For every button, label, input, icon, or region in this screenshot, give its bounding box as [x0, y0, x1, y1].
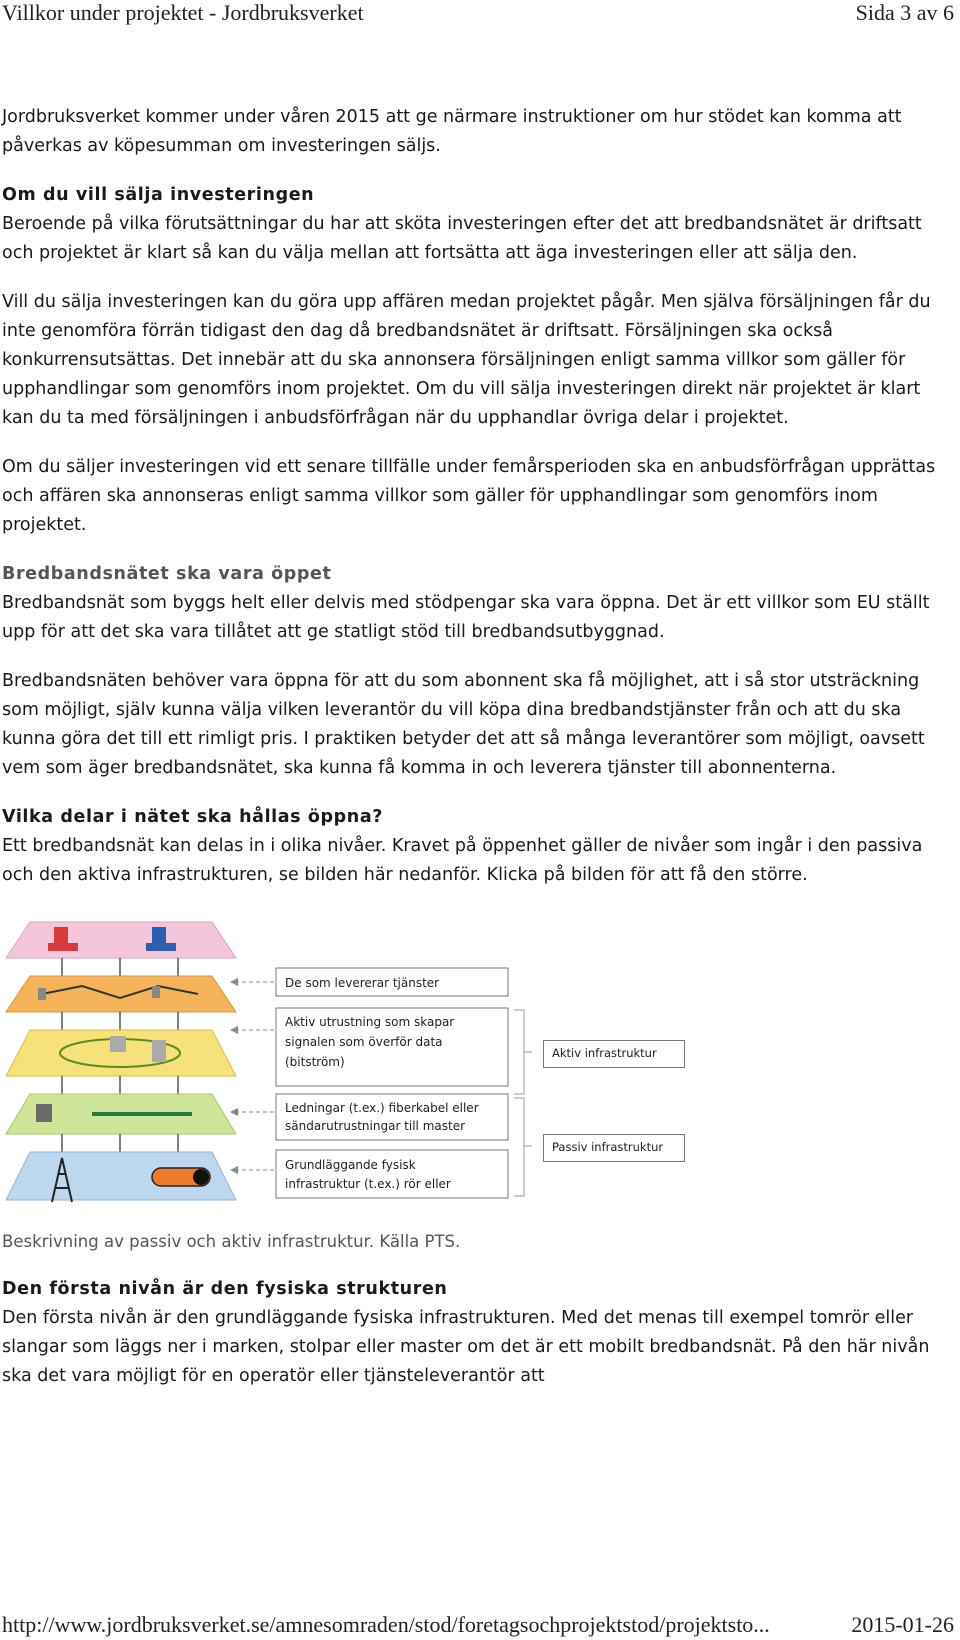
active-infrastructure-label: Aktiv infrastruktur: [552, 1046, 657, 1060]
label-physical-line1: Grundläggande fysisk: [285, 1158, 416, 1172]
label-active-line1: Aktiv utrustning som skapar: [285, 1015, 455, 1029]
server-icon: [152, 1040, 166, 1062]
label-services: De som levererar tjänster: [285, 976, 440, 990]
paragraph: Vill du sälja investeringen kan du göra upp affären medan projektet pågår. Men själva försäljningen får du inte genomföra förrän tidigast den dag då bredbandsnätet är driftsatt. Försäljningen ska också konkurrensutsättas. Det innebär att du ska annonsera försäljningen enligt samma villkor som gäller för upphandlingar som genomförs inom projektet. Om du vill sälja investeringen direkt när projektet är klart kan du ta med försäljningen i anbudsförfrågan när du upphandlar övriga delar i projektet.: [2, 292, 931, 428]
paragraph: Den första nivån är den grundläggande fysiska infrastrukturen. Med det menas till exempel tomrör eller slangar som läggs ner i marken, stolpar eller master om det är ett mobilt bredbandsnät. På den här nivån ska det vara möjligt för en operatör eller tjänsteleverantör att: [2, 1308, 930, 1386]
label-physical-line2: infrastruktur (t.ex.) rör eller: [285, 1177, 451, 1191]
page-url: http://www.jordbruksverket.se/amnesomraden/stod/foretagsochprojektstod/projektsto...: [2, 1612, 770, 1637]
print-header: [0, 0, 960, 26]
paragraph: Beroende på vilka förutsättningar du har att sköta investeringen efter det att bredbandsnätet är driftsatt och projektet är klart så kan du välja mellan att fortsätta att äga investeringen eller att sälja den.: [2, 214, 922, 263]
paragraph: Bredbandsnäten behöver vara öppna för att du som abonnent ska få möjlighet, att i så stor utsträckning som möjligt, själv kunna välja vilken leverantör du vill köpa dina bredbandstjänster från och att du ska kunna göra det till ett rimligt pris. I praktiken betyder det att så många leverantörer som möjligt, oavsett vem som äger bredbandsnätet, ska kunna få komma in och leverera tjänster till abonnenterna.: [2, 671, 925, 778]
page-header-title: Villkor under projektet - Jordbruksverket: [2, 0, 364, 25]
article-body: [2, 103, 954, 1411]
section-open: [2, 560, 954, 783]
server-icon: [152, 986, 160, 998]
section-heading-parts: Vilka delar i nätet ska hållas öppna?: [2, 807, 383, 827]
active-infrastructure-box: [543, 1040, 685, 1068]
layer-services: [6, 922, 236, 958]
paragraph: Bredbandsnät som byggs helt eller delvis med stödpengar ska vara öppna. Det är ett villkor som EU ställt upp för att det ska vara tillåtet att ge statligt stöd till bredbandsutbyggnad.: [2, 593, 930, 642]
person-icon: [54, 927, 68, 943]
paragraph: Om du säljer investeringen vid ett senare tillfälle under femårsperioden ska en anbudsförfrågan upprättas och affären ska annonseras enligt samma villkor som gäller för upphandlingar som genomförs inom projektet.: [2, 457, 936, 535]
section-heading-level1: Den första nivån är den fysiska strukturen: [2, 1279, 448, 1299]
label-active-line2: signalen som överför data: [285, 1035, 443, 1049]
server-icon: [38, 988, 46, 1000]
paragraph: Ett bredbandsnät kan delas in i olika nivåer. Kravet på öppenhet gäller de nivåer som ingår i den passiva och den aktiva infrastrukturen, se bilden här nedanför. Klicka på bilden för att få den större.: [2, 836, 923, 885]
infrastructure-diagram-svg: [2, 910, 532, 1225]
section-sell: [2, 181, 954, 540]
bracket-passive: [514, 1098, 524, 1196]
section-level1: [2, 1275, 954, 1391]
label-cables-line1: Ledningar (t.ex.) fiberkabel eller: [285, 1101, 479, 1115]
section-parts: [2, 803, 954, 890]
page-number: Sida 3 av 6: [855, 0, 954, 25]
mast-icon: [36, 1104, 52, 1122]
infrastructure-diagram[interactable]: [2, 910, 664, 1225]
section-heading-sell: Om du vill sälja investeringen: [2, 185, 315, 205]
label-active-line3: (bitström): [285, 1055, 345, 1069]
section-heading-open: Bredbandsnätet ska vara öppet: [2, 564, 332, 584]
label-cables-line2: sändarutrustningar till master: [285, 1119, 466, 1133]
bracket-active: [514, 1010, 524, 1094]
intro-paragraph: Jordbruksverket kommer under våren 2015 att ge närmare instruktioner om hur stödet kan komma att påverkas av köpesumman om investeringen säljs.: [2, 107, 902, 156]
person-icon: [152, 927, 166, 943]
router-icon: [110, 1036, 126, 1052]
desk-icon: [146, 943, 176, 951]
duct-end-icon: [193, 1169, 209, 1185]
passive-infrastructure-box: [543, 1134, 685, 1162]
figure-caption: Beskrivning av passiv och aktiv infrastruktur. Källa PTS.: [2, 1232, 461, 1251]
print-footer: [0, 1612, 960, 1640]
passive-infrastructure-label: Passiv infrastruktur: [552, 1140, 664, 1154]
print-date: 2015-01-26: [851, 1612, 954, 1637]
desk-icon: [48, 943, 78, 951]
